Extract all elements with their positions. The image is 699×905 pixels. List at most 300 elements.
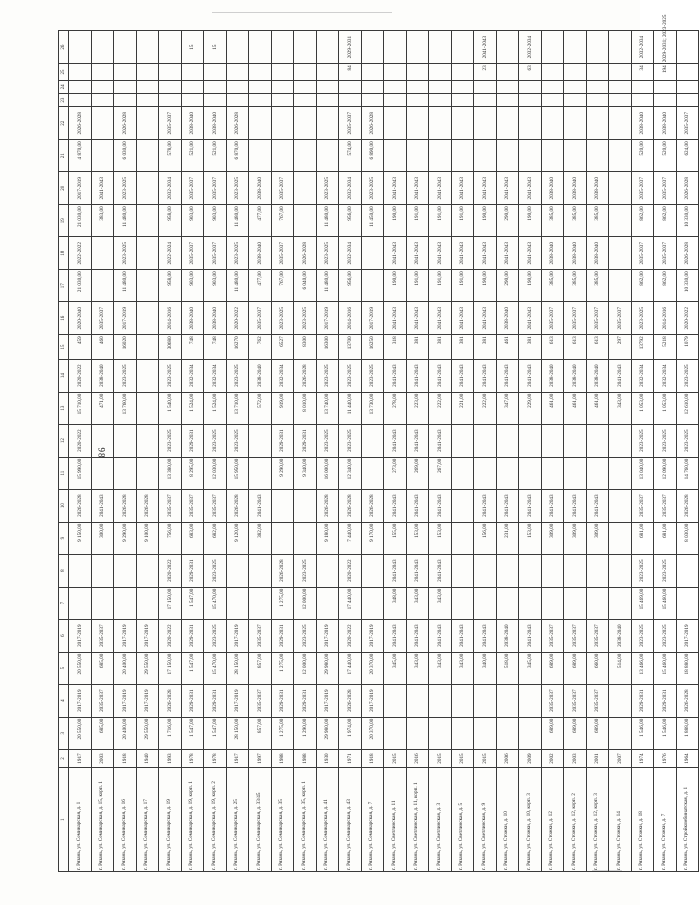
period-cell: 2041-2043 [91,489,114,522]
address-cell: г. Рязань, ул. Семинарская, д. 19 [159,768,182,872]
period-cell [519,107,542,140]
cost-cell [451,64,474,81]
cost-cell: 518,00 [496,652,519,684]
period-cell: 2035-2037 [159,489,182,522]
period-cell [406,684,429,717]
cost-cell [271,64,294,81]
cost-cell: 520,00 [654,140,677,172]
cost-cell: 11 480,00 [316,205,339,237]
period-cell [451,80,474,93]
period-cell: 2026-2028 [271,554,294,587]
period-cell: 2041-2043 [474,237,497,270]
period-cell: 2014-2016 [339,302,362,335]
cost-cell [631,94,654,107]
period-cell [226,31,249,64]
cost-cell [429,717,452,749]
address-cell: г. Рязань, ул. Стожки, д. 12, корп. 2 [564,768,587,872]
cost-cell: 578,00 [159,140,182,172]
period-cell: 2026-2028 [676,489,699,522]
cost-cell [249,587,272,619]
table-row [496,31,519,872]
period-cell [429,80,452,93]
period-cell: 2026-2028 [294,359,317,392]
cost-cell: 12 030,00 [204,457,227,489]
period-cell [316,80,339,93]
period-cell: 2023-2025 [654,619,677,652]
period-cell: 2017-2019 [316,684,339,717]
period-cell: 2023-2025 [316,359,339,392]
period-cell: 2038-2040 [541,237,564,270]
cost-cell [519,717,542,749]
column-number-header: 21 [59,140,69,172]
build-year-cell: 2015 [474,749,497,768]
column-number-header: 26 [59,31,69,64]
period-cell: 2017-2019 [316,619,339,652]
build-year-cell: 1918 [361,749,384,768]
period-cell: 2023-2025 [204,424,227,457]
cost-cell: 11 480,00 [114,270,137,302]
period-cell [136,172,159,205]
cost-cell: 8 030,00 [676,522,699,554]
address-cell: г. Рязань, ул. Семинарская, д. 7 [361,768,384,872]
cost-cell: 1 716,00 [159,717,182,749]
cost-cell: 12 000,00 [294,587,317,619]
cost-cell [226,94,249,107]
cost-cell: 572,00 [249,392,272,424]
cost-cell: 5218 [654,335,677,359]
period-cell: 2041-2043 [474,359,497,392]
cost-cell: 13 040,00 [631,457,654,489]
cost-cell: 9 340,00 [294,457,317,489]
period-cell [316,107,339,140]
cost-cell: 290,00 [496,205,519,237]
cost-cell [676,64,699,81]
cost-cell: 685,00 [91,717,114,749]
period-cell: 2023-2025 [654,424,677,457]
period-cell [654,80,677,93]
cost-cell: 682,00 [204,522,227,554]
period-cell: 2041-2043 [384,302,407,335]
cost-cell [406,717,429,749]
period-cell: 2035-2037 [541,302,564,335]
period-cell: 2014-2016 [159,302,182,335]
cost-cell: 191,00 [451,205,474,237]
period-cell: 2023-2025 [204,554,227,587]
cost-cell [676,94,699,107]
cost-cell [609,587,632,619]
period-cell: 2023-2025 [361,359,384,392]
period-cell: 2032-2034 [271,359,294,392]
build-year-cell: 1971 [339,749,362,768]
cost-cell: 381 [429,335,452,359]
cost-cell: 9 170,00 [361,522,384,554]
period-cell [136,31,159,64]
table-body [69,14,699,872]
period-cell: 2017-2019 [69,684,92,717]
cost-cell [609,717,632,749]
period-cell: 2032-2034 [339,172,362,205]
cost-cell [136,64,159,81]
period-cell [474,80,497,93]
cost-cell: 15 470,00 [204,652,227,684]
period-cell [541,554,564,587]
cost-cell [564,64,587,81]
cost-cell [136,270,159,302]
cost-cell: 229,00 [519,392,542,424]
period-cell: 2035-2037 [204,172,227,205]
period-cell [114,31,137,64]
table-row [541,31,564,872]
period-cell [586,31,609,64]
cost-cell: 6 890,00 [361,140,384,172]
cost-cell: 191,00 [406,270,429,302]
period-cell: 2029-2031 [181,619,204,652]
cost-cell [429,64,452,81]
cost-cell [519,140,542,172]
cost-cell [316,64,339,81]
column-number-header: 6 [59,619,69,652]
period-cell: 2041-2043 [541,489,564,522]
period-cell [451,424,474,457]
build-year-cell: 1978 [181,749,204,768]
period-cell [474,554,497,587]
period-cell: 2041-2043 [451,172,474,205]
cost-cell [384,94,407,107]
cost-cell: 348,00 [384,587,407,619]
period-cell: 2041-2043 [519,302,542,335]
period-cell [541,31,564,64]
period-cell: 2023-2025 [631,619,654,652]
period-cell [451,554,474,587]
period-cell [114,554,137,587]
period-cell: 2017-2019 [69,172,92,205]
period-cell: 2032-2034 [339,237,362,270]
period-cell: 2038-2040 [564,172,587,205]
build-year-cell: 1993 [159,749,182,768]
address-cell: г. Рязань, ул. Светлинская, д. 5 [451,768,474,872]
cost-cell [136,335,159,359]
period-cell: 2026-2028 [226,107,249,140]
period-cell: 2029-2031 [271,684,294,717]
period-cell [586,107,609,140]
cost-cell: 63 [519,64,542,81]
table-row [564,31,587,872]
period-cell: 2026-2028 [316,489,339,522]
period-cell [136,554,159,587]
period-cell [114,80,137,93]
cost-cell [114,457,137,489]
cost-cell: 343,00 [429,587,452,619]
period-cell: 2017-2019 [114,302,137,335]
period-cell: 2035-2037 [271,172,294,205]
cost-cell [114,64,137,81]
period-cell [496,31,519,64]
period-cell: 2023-2025 [159,359,182,392]
cost-cell: 8300 [294,335,317,359]
cost-cell [294,205,317,237]
period-cell [564,107,587,140]
cost-cell: 9 180,00 [316,522,339,554]
cost-cell [69,94,92,107]
period-cell [496,107,519,140]
cost-cell [429,94,452,107]
period-cell [609,554,632,587]
cost-cell [271,94,294,107]
cost-cell: 16 000,00 [316,457,339,489]
cost-cell: 756,00 [159,522,182,554]
cost-cell: 683,00 [181,522,204,554]
cost-cell: 862,00 [631,270,654,302]
period-cell: 2023-2025 [316,424,339,457]
table-row [159,31,182,872]
period-cell [474,684,497,717]
cost-cell: 9 100,00 [136,522,159,554]
build-year-cell: 1964 [676,749,699,768]
period-cell: 2041-2043 [429,302,452,335]
cost-cell [114,587,137,619]
period-cell: 2041-2043 [406,302,429,335]
table-row [586,31,609,872]
period-cell: 2022-2022 [69,237,92,270]
period-cell: 2026-2028 [69,107,92,140]
period-cell: 2041-2043 [429,424,452,457]
cost-cell: 689,00 [564,652,587,684]
cost-cell [204,64,227,81]
cost-cell: 191,00 [451,270,474,302]
column-number-header: 15 [59,335,69,359]
cost-cell: 521,00 [181,140,204,172]
cost-cell: 34 [631,64,654,81]
period-cell [114,424,137,457]
column-number-header: 1 [59,768,69,872]
period-cell: 2017-2019 [69,619,92,652]
column-number-header: 12 [59,424,69,457]
cost-cell [654,94,677,107]
cost-cell: 84 [339,64,362,81]
period-cell: 2035-2037 [91,684,114,717]
table-row [114,31,137,872]
period-cell: 2026-2028 [114,107,137,140]
period-cell [136,107,159,140]
cost-cell: 11 440,00 [339,392,362,424]
cost-cell [541,64,564,81]
period-cell: 2023-2025 [631,554,654,587]
period-cell: 2023-2025 [226,359,249,392]
period-cell [159,31,182,64]
build-year-cell: 2016 [406,749,429,768]
cost-cell: 267,00 [429,457,452,489]
period-cell: 2041-2043 [519,619,542,652]
cost-cell: 190,00 [384,205,407,237]
period-cell: 2035-2037 [631,172,654,205]
table-row [429,31,452,872]
period-cell: 2029-2031 [181,554,204,587]
period-cell: 2017-2019 [114,619,137,652]
period-cell: 2032-2034 [204,359,227,392]
period-cell [474,424,497,457]
cost-cell: 1 275,00 [271,717,294,749]
period-cell [496,80,519,93]
cost-cell: 17 150,00 [159,587,182,619]
cost-cell: 20 370,00 [361,717,384,749]
period-cell: 2041-2043 [406,619,429,652]
address-cell: г. Рязань, ул. Семинарская, д. 17 [136,768,159,872]
cost-cell: 13 710,00 [226,392,249,424]
period-cell: 2035-2037 [654,172,677,205]
cost-cell: 29 980,00 [316,717,339,749]
period-cell: 2041-2043 [384,489,407,522]
build-year-cell: 2009 [519,749,542,768]
period-cell: 2023-2025 [316,172,339,205]
cost-cell: 1 053,00 [631,392,654,424]
cost-cell: 8 010,00 [294,392,317,424]
cost-cell [91,457,114,489]
cost-cell [451,457,474,489]
build-year-cell: 2006 [496,749,519,768]
cost-cell [249,94,272,107]
cost-cell [496,140,519,172]
cost-cell: 1 524,00 [181,392,204,424]
period-cell: 2035-2037 [564,619,587,652]
period-cell: 2035-2037 [271,237,294,270]
cost-cell: 28 150,00 [226,652,249,684]
table-row [474,31,497,872]
period-cell: 2041-2043 [406,554,429,587]
cost-cell [496,457,519,489]
cost-cell [474,140,497,172]
cost-cell: 340,00 [474,652,497,684]
cost-cell [136,392,159,424]
build-year-cell: 2003 [564,749,587,768]
period-cell [676,80,699,93]
cost-cell: 460 [91,335,114,359]
period-cell [496,424,519,457]
cost-cell: 7 440,00 [339,522,362,554]
cost-cell: 862,00 [654,205,677,237]
cost-cell: 29 550,00 [136,652,159,684]
period-cell [406,107,429,140]
period-cell: 2014-2016 [654,302,677,335]
cost-cell: 613 [541,335,564,359]
cost-cell: 16020 [114,335,137,359]
period-cell [271,489,294,522]
cost-cell: 20 370,00 [361,652,384,684]
period-cell: 2023-2025 [271,302,294,335]
period-cell [136,359,159,392]
cost-cell [159,64,182,81]
cost-cell: 958,00 [159,270,182,302]
period-cell: 2029-2031 [204,684,227,717]
cost-cell: 689,00 [564,717,587,749]
table-row [271,31,294,872]
period-cell [609,172,632,205]
cost-cell [451,717,474,749]
cost-cell [451,94,474,107]
period-cell [136,424,159,457]
cost-cell: 903,00 [181,270,204,302]
cost-cell [451,522,474,554]
table-row [294,31,317,872]
column-number-header: 2 [59,749,69,768]
cost-cell: 767,00 [271,270,294,302]
cost-cell: 9 150,00 [69,522,92,554]
column-number-header: 4 [59,684,69,717]
period-cell [406,80,429,93]
period-cell: 2017-2019 [676,619,699,652]
cost-cell [384,140,407,172]
period-cell [519,684,542,717]
period-cell: 2029-2031 [631,684,654,717]
cost-cell: 290,00 [496,270,519,302]
period-cell [384,31,407,64]
period-cell [136,237,159,270]
cost-cell: 1079 [676,335,699,359]
period-cell: 2029-2031 [294,684,317,717]
cost-cell: 222,00 [429,392,452,424]
cost-cell [406,64,429,81]
period-cell [496,554,519,587]
cost-cell: 385,00 [586,270,609,302]
cost-cell: 13 380,00 [159,457,182,489]
period-cell [586,80,609,93]
address-cell: г. Рязань, ул. Стожки, д. 18 [631,768,654,872]
table-row [519,31,542,872]
address-cell: г. Рязань, ул. Семинарская, д. 1 [69,768,92,872]
period-cell: 2023-2025 [339,359,362,392]
cost-cell: 624,00 [676,140,699,172]
cost-cell: 10 330,00 [676,270,699,302]
cost-cell: 862,00 [654,270,677,302]
cost-cell: 1 275,00 [271,652,294,684]
period-cell: 2038-2040 [249,172,272,205]
period-cell [451,107,474,140]
cost-cell: 153,00 [519,522,542,554]
cost-cell: 689,00 [541,652,564,684]
cost-cell [474,587,497,619]
cost-cell [676,587,699,619]
cost-cell: 903,00 [204,270,227,302]
cost-cell: 6 040,00 [294,270,317,302]
cost-cell: 383,00 [91,205,114,237]
period-cell [609,489,632,522]
cost-cell [586,94,609,107]
period-cell: 2017-2019 [136,619,159,652]
cost-cell: 11 480,00 [316,270,339,302]
cost-cell: 20 550,00 [69,652,92,684]
period-cell [384,107,407,140]
cost-cell [271,522,294,554]
cost-cell: 190,00 [519,205,542,237]
period-cell: 2041-2043 [519,359,542,392]
cost-cell [114,94,137,107]
address-cell: г. Рязань, ул. Светлинская, д. 3 [429,768,452,872]
build-year-cell: 2003 [91,749,114,768]
period-cell: 2026-2028 [159,684,182,717]
period-cell: 2038-2040 [249,359,272,392]
cost-cell [519,94,542,107]
period-cell [474,107,497,140]
cost-cell [609,270,632,302]
cost-cell: 12 610,00 [676,392,699,424]
period-cell: 2026-2028 [69,489,92,522]
period-cell [226,554,249,587]
cost-cell: 6 870,00 [226,140,249,172]
period-cell: 2023-2025 [631,424,654,457]
address-cell: г. Рязань, ул. Семинарская, д. 35, корп. 1 [294,768,317,872]
period-cell: 2038-2040 [609,619,632,652]
period-cell: 2020-2022 [159,619,182,652]
table-row [676,31,699,872]
